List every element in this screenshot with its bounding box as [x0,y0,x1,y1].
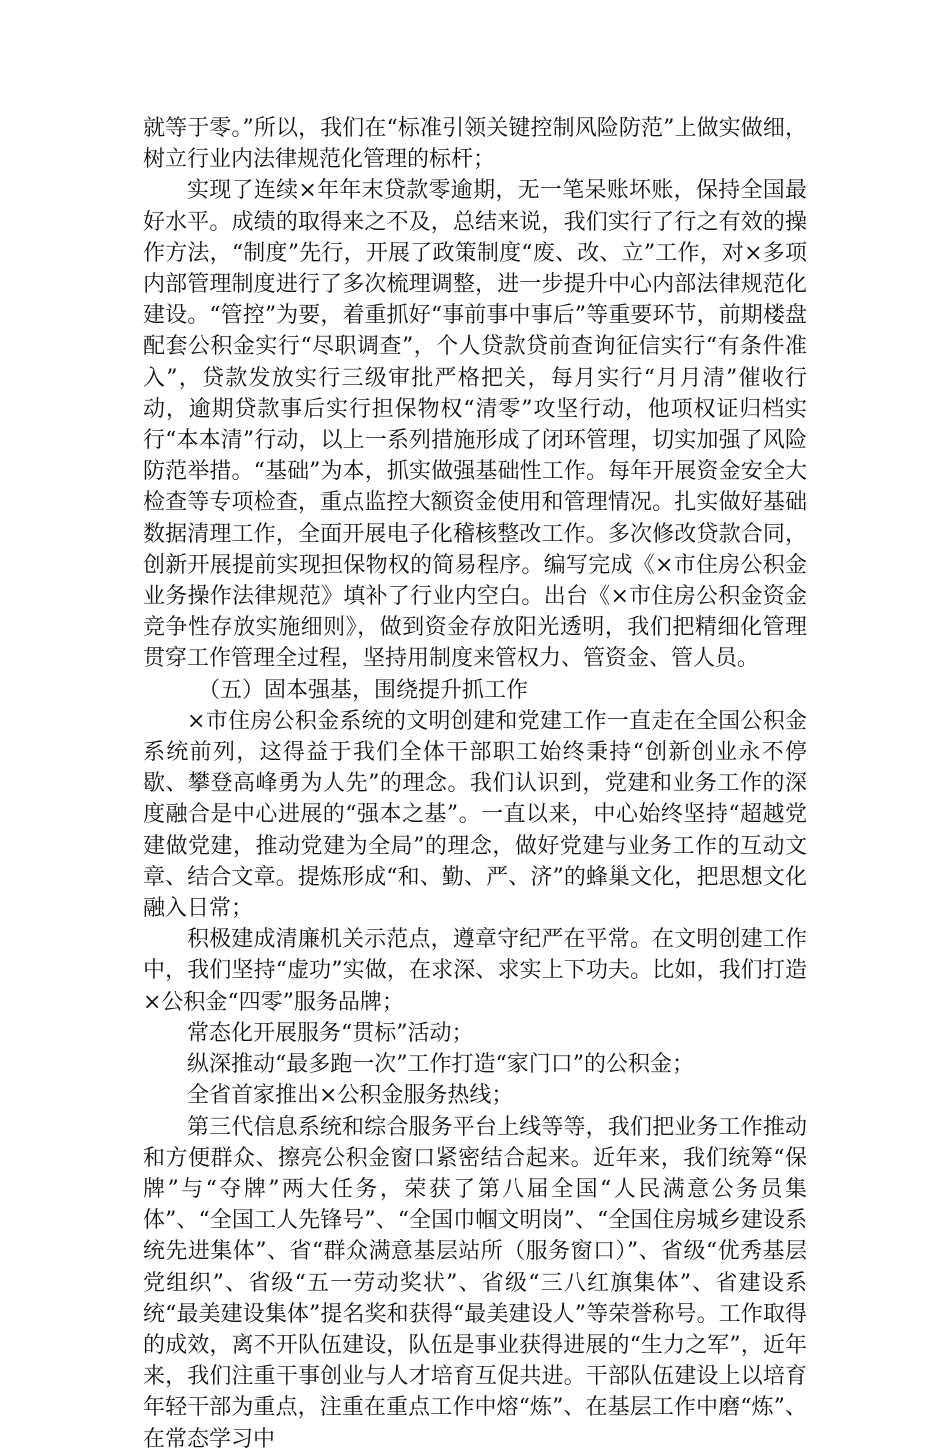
paragraph-party-building: ×市住房公积金系统的文明创建和党建工作一直走在全国公积金系统前列，这得益于我们全体干部职工始终秉持“创新创业永不停歇、攀登高峰勇为人先”的理念。我们认识到，党建和业务工作的深度融合是中心进展的“强本之基”。一直以来，中心始终坚持“超越党建做党建，推动党建为全局”的理念，做好党建与业务工作的互动文章、结合文章。提炼形成“和、勤、严、济”的蜂巢文化，把思想文化融入日常； [143,708,807,922]
paragraph-honors: 第三代信息系统和综合服务平台上线等等，我们把业务工作推动和方便群众、擦亮公积金窗口紧密结合起来。近年来，我们统筹“保牌”与“夺牌”两大任务，荣获了第八届全国“人民满意公务员集体”、“全国工人先锋号”、“全国巾帼文明岗”、“全国住房城乡建设系统先进集体”、省“群众满意基层站所（服务窗口）”、省级“优秀基层党组织”、省级“五一劳动奖状”、省级“三八红旗集体”、省建设系统“最美建设集体”提名奖和获得“最美建设人”等荣誉称号。工作取得的成效，离不开队伍建设，队伍是事业获得进展的“生力之军”，近年来，我们注重干事创业与人才培育互促共进。干部队伍建设上以培育年轻干部为重点，注重在重点工作中熔“炼”、在基层工作中磨“炼”、在常态学习中 [143,1114,807,1452]
paragraph-clean-government: 积极建成清廉机关示范点，遵章守纪严在平常。在文明创建工作中，我们坚持“虚功”实做，在求深、求实上下功夫。比如，我们打造×公积金“四零”服务品牌； [143,927,807,1015]
document-page [143,113,807,1455]
list-item-service-standard: 常态化开展服务“贯标”活动； [187,1020,474,1046]
paragraph-continuation: 就等于零。”所以，我们在“标准引领关键控制风险防范”上做实做细，树立行业内法律规范化管理的标杆； [143,116,807,173]
list-item-service-hotline: 全省首家推出×公积金服务热线； [187,1083,514,1109]
section-heading: （五）固本强基，围绕提升抓工作 [198,677,529,703]
list-item-run-once: 纵深推动“最多跑一次”工作打造“家门口”的公积金； [187,1052,694,1078]
paragraph-risk-control: 实现了连续×年年末贷款零逾期，无一笔呆账坏账，保持全国最好水平。成绩的取得来之不及，总结来说，我们实行了行之有效的操作方法，“制度”先行，开展了政策制度“废、改、立”工作，对×多项内部管理制度进行了多次梳理调整，进一步提升中心内部法律规范化建设。“管控”为要，着重抓好“事前事中事后”等重要环节，前期楼盘配套公积金实行“尽职调查”，个人贷款贷前查询征信实行“有条件准入”，贷款发放实行三级审批严格把关，每月实行“月月清”催收行动，逾期贷款事后实行担保物权“清零”攻坚行动，他项权证归档实行“本本清”行动，以上一系列措施形成了闭环管理，切实加强了风险防范举措。“基础”为本，抓实做强基础性工作。每年开展资金安全大检查等专项检查，重点监控大额资金使用和管理情况。扎实做好基础数据清理工作，全面开展电子化稽核整改工作。多次修改贷款合同，创新开展提前实现担保物权的简易程序。编写完成《×市住房公积金业务操作法律规范》填补了行业内空白。出台《×市住房公积金资金竞争性存放实施细则》，做到资金存放阳光透明，我们把精细化管理贯穿工作管理全过程，坚持用制度来管权力、管资金、管人员。 [143,178,807,672]
